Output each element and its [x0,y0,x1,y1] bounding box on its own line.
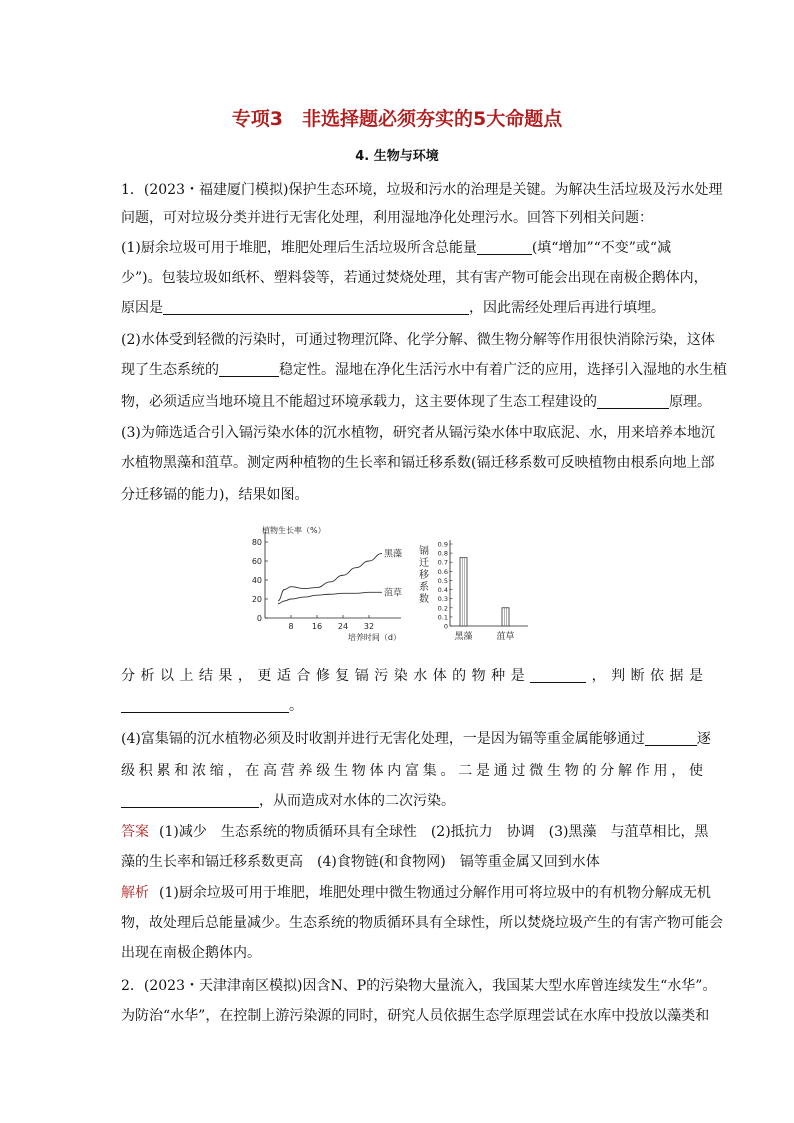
q1-part2-line-2: 现了生态系统的 稳定性。湿地在净化生活污水中有着广泛的应用，选择引入湿地的水生植 [121,362,727,378]
q1-part3-answer-line-1: 分析以上结果，更适合修复镉污染水体的物种是 ，判断依据是 [121,668,704,684]
x-tick-label: 32 [363,622,375,631]
q1-part2-line-3: 物，必须适应当地环境且不能超过环境承载力，这主要体现了生态工程建设的 原理。 [121,394,711,410]
q1-part3-line-3: 分迁移镉的能力)，结果如图。 [121,487,309,503]
q2-line-1: 2．(2023・天津津南区模拟)因含N、P的污染物大量流入，我国某大型水库曾连续发生“水华”。 [121,978,717,994]
answer-blank[interactable] [163,300,469,315]
series-line-2 [278,592,382,603]
y-tick-label: 0.3 [437,595,448,604]
y-axis-label-char: 镉 [419,546,429,557]
y-tick-label: 0.8 [437,549,448,558]
answer-blank[interactable] [597,394,669,409]
y-tick-label: 0 [443,622,448,631]
y-tick-label: 80 [251,538,262,547]
answer-blank[interactable] [219,362,279,377]
q1-part3-line-2: 水植物黑藻和菹草。测定两种植物的生长率和镉迁移系数(镉迁移系数可反映植物由根系向地上部 [121,455,715,471]
page-title: 专项3 非选择题必须夯实的5大命题点 [231,108,563,130]
category-label: 菹草 [496,632,515,642]
y-tick-label: 0.9 [437,540,448,549]
y-tick-label: 20 [251,595,262,604]
analysis-line-3: 出现在南极企鹅体内。 [121,945,261,961]
analysis-label: 解析 [121,885,149,901]
y-tick-label: 0.5 [437,576,448,585]
x-tick-label: 16 [311,622,323,631]
q1-part4-line-3: ，从而造成对水体的二次污染。 [121,791,703,811]
q1-part4-line-1: (4)富集镉的沉水植物必须及时收割并进行无害化处理，一是因为镉等重金属能够通过 逐 [121,731,711,747]
y-axis-label-char: 迁 [419,558,429,569]
y-tick-label: 60 [251,557,262,566]
x-tick-label: 8 [288,622,294,631]
cadmium-migration-bar-chart [416,530,536,646]
y-axis-label-char: 系 [419,582,429,593]
answer-blank[interactable] [121,698,289,713]
series-label-2: 菹草 [384,588,403,599]
q1-line-2: 问题，可对垃圾分类并进行无害化处理，利用湿地净化处理污水。回答下列相关问题： [121,210,653,226]
y-axis-label: 植物生长率（%） [262,526,326,535]
y-tick-label: 0 [256,614,262,623]
x-axis-label: 培养时间（d） [347,633,401,642]
answer-blank[interactable] [121,793,259,808]
answer-line-2: 藻的生长率和镉迁移系数更高 (4)食物链(和食物网) 镉等重金属又回到水体 [121,854,600,870]
y-tick-label: 0.4 [437,586,448,595]
q1-part1-line-2: 少”)。包装垃圾如纸杯、塑料袋等，若通过焚烧处理，其有害产物可能会出现在南极企鹅体内， [121,270,708,286]
q1-line-1: 1．(2023・福建厦门模拟)保护生态环境，垃圾和污水的治理是关键。为解决生活垃圾及污水处理 [121,182,723,198]
q1-part3-line-1: (3)为筛选适合引入镉污染水体的沉水植物，研究者从镉污染水体中取底泥、水，用来培养本地沉 [121,425,715,441]
series-line-1 [278,553,382,601]
bar-1 [460,558,467,626]
answer-line-1: 答案 (1)减少 生态系统的物质循环具有全球性 (2)抵抗力 协调 (3)黑藻 与菹草相比，黑 [121,824,709,840]
y-tick-label: 0.7 [437,558,448,567]
series-label-1: 黑藻 [384,549,403,560]
answer-label: 答案 [121,824,149,840]
q2-line-2: 为防治“水华”，在控制上游污染源的同时，研究人员依据生态学原理尝试在水库中投放以藻类和 [121,1008,710,1024]
category-label: 黑藻 [454,632,473,642]
section-subtitle: 4. 生物与环境 [355,149,439,164]
x-tick-label: 24 [337,622,349,631]
y-axis-label-char: 移 [419,570,429,581]
q1-part1-line-1: (1)厨余垃圾可用于堆肥，堆肥处理后生活垃圾所含总能量 (填“增加”“不变”或“减 [121,240,672,256]
y-tick-label: 40 [251,576,262,585]
bar-2 [502,608,509,626]
q1-part1-line-3: 原因是 ，因此需经处理后再进行填埋。 [121,300,665,316]
y-axis-label-char: 数 [419,594,429,605]
y-tick-label: 0.1 [437,613,448,622]
growth-rate-line-chart [228,522,412,644]
analysis-line-1: 解析 (1)厨余垃圾可用于堆肥，堆肥处理中微生物通过分解作用可将垃圾中的有机物分解成无机 [121,885,711,901]
q1-part3-answer-line-2: 。 [121,696,703,716]
y-tick-label: 0.2 [437,604,448,613]
answer-blank[interactable] [645,731,697,746]
q1-part2-line-1: (2)水体受到轻微的污染时，可通过物理沉降、化学分解、微生物分解等作用很快消除污染，这体 [121,332,715,348]
analysis-line-2: 物，故处理后总能量减少。生态系统的物质循环具有全球性，所以焚烧垃圾产生的有害产物可能会 [121,915,723,931]
q1-part4-line-2: 级积累和浓缩，在高营养级生物体内富集。二是通过微生物的分解作用，使 [121,763,703,779]
y-tick-label: 0.6 [437,567,448,576]
answer-blank[interactable] [477,240,532,255]
answer-blank[interactable] [530,668,586,683]
